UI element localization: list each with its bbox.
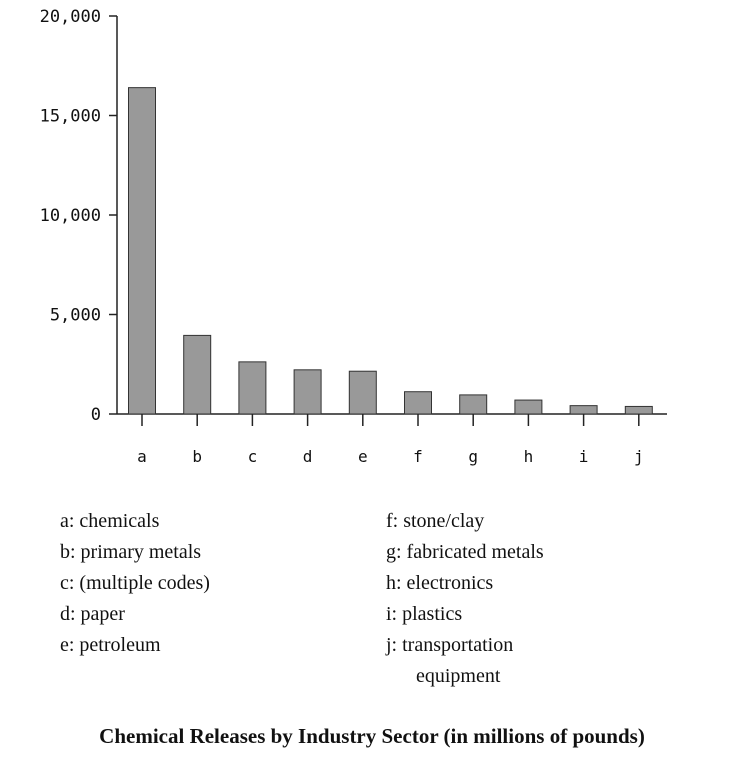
y-tick-label: 10,000 — [39, 206, 101, 226]
category-label-j: j — [633, 447, 644, 466]
bar-h — [515, 400, 542, 414]
legend-entry-h: h: electronics — [386, 572, 494, 594]
category-label-f: f — [413, 447, 423, 466]
legend-entry-c: c: (multiple codes) — [60, 572, 210, 594]
category-label-i: i — [578, 447, 589, 466]
legend-entry-j: j: transportation — [386, 634, 514, 656]
bar-e — [349, 371, 376, 414]
legend-entry-g: g: fabricated metals — [386, 541, 544, 563]
bar-c — [239, 362, 266, 414]
legend-entry-b: b: primary metals — [60, 541, 202, 563]
y-tick-label: 15,000 — [39, 106, 101, 127]
bar-f — [405, 392, 432, 414]
category-label-h: h — [523, 447, 534, 466]
bar-i — [570, 406, 597, 414]
legend-entry-j-continued: equipment — [416, 665, 501, 687]
category-label-c: c — [247, 447, 258, 466]
y-tick-label: 0 — [90, 405, 101, 425]
bar-j — [625, 406, 652, 414]
category-label-b: b — [192, 447, 203, 466]
legend-entry-f: f: stone/clay — [386, 510, 485, 532]
legend-left — [60, 506, 210, 661]
chart-title: Chemical Releases by Industry Sector (in millions of pounds) — [99, 724, 645, 748]
category-label-g: g — [468, 447, 479, 466]
category-label-d: d — [302, 447, 313, 466]
category-label-a: a — [137, 447, 147, 466]
legend-entry-a: a: chemicals — [60, 510, 160, 532]
bar-d — [294, 370, 321, 414]
legend-entry-e: e: petroleum — [60, 634, 161, 656]
bar-g — [460, 395, 487, 414]
bar-b — [184, 335, 211, 414]
legend-right — [386, 506, 544, 692]
y-tick-label: 5,000 — [49, 305, 101, 326]
category-label-e: e — [357, 447, 368, 466]
legend-entry-d: d: paper — [60, 603, 125, 625]
bar-a — [129, 88, 156, 414]
y-tick-label: 20,000 — [39, 7, 101, 27]
legend-entry-i: i: plastics — [386, 603, 463, 625]
